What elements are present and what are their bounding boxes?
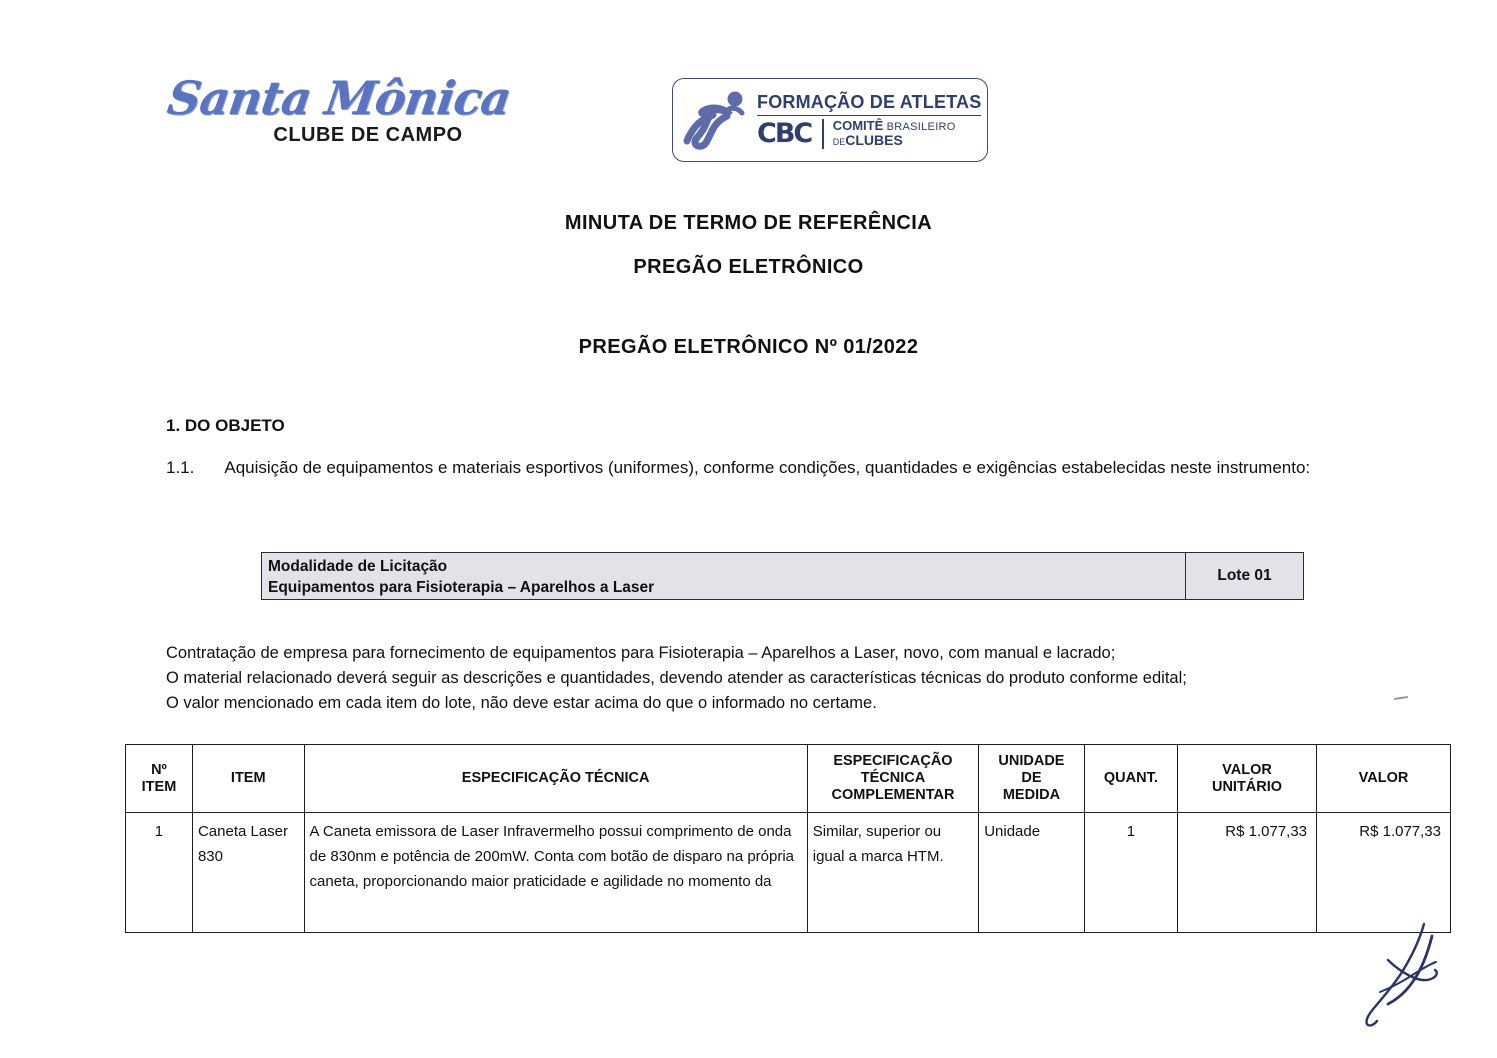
santa-monica-subtitle: CLUBE DE CAMPO [273, 124, 463, 147]
cbc-comite-line2 [833, 133, 956, 148]
header-unidade-medida [979, 745, 1085, 813]
cell-especificacao-tecnica: A Caneta emissora de Laser Infravermelho possui comprimento de onda de 830nm e potência de 200mW. Conta com botão de disparo na própria caneta, proporcionando maior praticidade e agilidade no momento da [304, 813, 807, 933]
header-num-item [126, 745, 193, 813]
document-title-line3: PREGÃO ELETRÔNICO Nº 01/2022 [578, 336, 919, 358]
santa-monica-script-text: Santa Mônica [164, 71, 514, 125]
header-quantidade: QUANT. [1084, 745, 1177, 813]
section-paragraph-1-1 [166, 455, 1402, 481]
cbc-bottom-row [757, 119, 981, 149]
handwritten-signature [1336, 916, 1486, 1044]
header-valor-unit-line2: UNITÁRIO [1211, 778, 1283, 795]
header-item: ITEM [192, 745, 304, 813]
cbc-formacao-label: FORMAÇÃO DE ATLETAS [757, 92, 981, 116]
modalidade-description: Equipamentos para Fisioterapia – Aparelhos a Laser [268, 579, 655, 596]
cell-especificacao-complementar: Similar, superior ou igual a marca HTM. [807, 813, 978, 933]
header-espec-compl-line3: COMPLEMENTAR [831, 787, 955, 803]
header-unidade-line1: UNIDADE [998, 753, 1065, 769]
lote-cell: Lote 01 [1185, 553, 1303, 599]
header-valor-unitario [1178, 745, 1317, 813]
contract-line-1: Contratação de empresa para fornecimento de equipamentos para Fisioterapia – Aparelhos a Laser, novo, com manual e lacrado; [166, 644, 1116, 662]
items-table [125, 744, 1451, 933]
cbc-de-text: DE [832, 137, 846, 148]
cbc-monogram: CBC [757, 118, 812, 149]
table-header-row [126, 745, 1451, 813]
santa-monica-logo [164, 71, 514, 147]
header-num-item-line2: ITEM [141, 778, 177, 795]
cell-valor-unitario: R$ 1.077,33 [1178, 813, 1317, 933]
cbc-comite-line1 [833, 119, 956, 134]
cbc-text-block [757, 92, 981, 149]
table-row [126, 813, 1451, 933]
header-unidade-line3: MEDIDA [1002, 787, 1061, 803]
cell-num-item: 1 [126, 813, 193, 933]
modalidade-left-cell [262, 553, 1185, 599]
contract-line-3: O valor mencionado em cada item do lote, não deve estar acima do que o informado no certame. [166, 694, 877, 712]
document-title-line2: PREGÃO ELETRÔNICO [633, 256, 864, 278]
header-valor: VALOR [1317, 745, 1451, 813]
cell-quantidade: 1 [1084, 813, 1177, 933]
cbc-brasileiro-text: BRASILEIRO [886, 120, 956, 133]
cbc-logo [672, 78, 988, 162]
cell-valor: R$ 1.077,33 [1317, 813, 1451, 933]
header-unidade-line2: DE [1021, 770, 1042, 786]
header-logos [0, 71, 1497, 184]
cbc-clubes-text: CLUBES [845, 132, 903, 149]
document-title-line1: MINUTA DE TERMO DE REFERÊNCIA [564, 212, 933, 234]
contract-description-paragraph [166, 641, 1416, 716]
cell-item: Caneta Laser 830 [192, 813, 304, 933]
paragraph-text: Aquisição de equipamentos e materiais esportivos (uniformes), conforme condições, quantidades e exigências estabelecidas neste instrumento: [224, 458, 1311, 477]
paragraph-number: 1.1. [166, 458, 195, 477]
header-espec-compl-line1: ESPECIFICAÇÃO [833, 753, 953, 769]
header-especificacao-complementar [807, 745, 978, 813]
section-heading-objeto: 1. DO OBJETO [166, 416, 285, 435]
cbc-divider [822, 119, 824, 149]
header-num-item-line1: Nº [151, 761, 167, 778]
modalidade-label: Modalidade de Licitação [268, 558, 448, 575]
header-especificacao-tecnica: ESPECIFICAÇÃO TÉCNICA [304, 745, 807, 813]
running-athlete-icon [683, 89, 753, 151]
header-espec-compl-line2: TÉCNICA [860, 770, 926, 786]
modalidade-licitacao-box [261, 552, 1304, 600]
contract-line-2: O material relacionado deverá seguir as descrições e quantidades, devendo atender as características técnicas do produto conforme edital; [166, 669, 1187, 687]
header-valor-unit-line1: VALOR [1222, 761, 1272, 778]
cell-unidade-medida: Unidade [979, 813, 1085, 933]
cbc-comite-bold: COMITÊ [832, 117, 884, 133]
cbc-comite-block [833, 119, 956, 148]
